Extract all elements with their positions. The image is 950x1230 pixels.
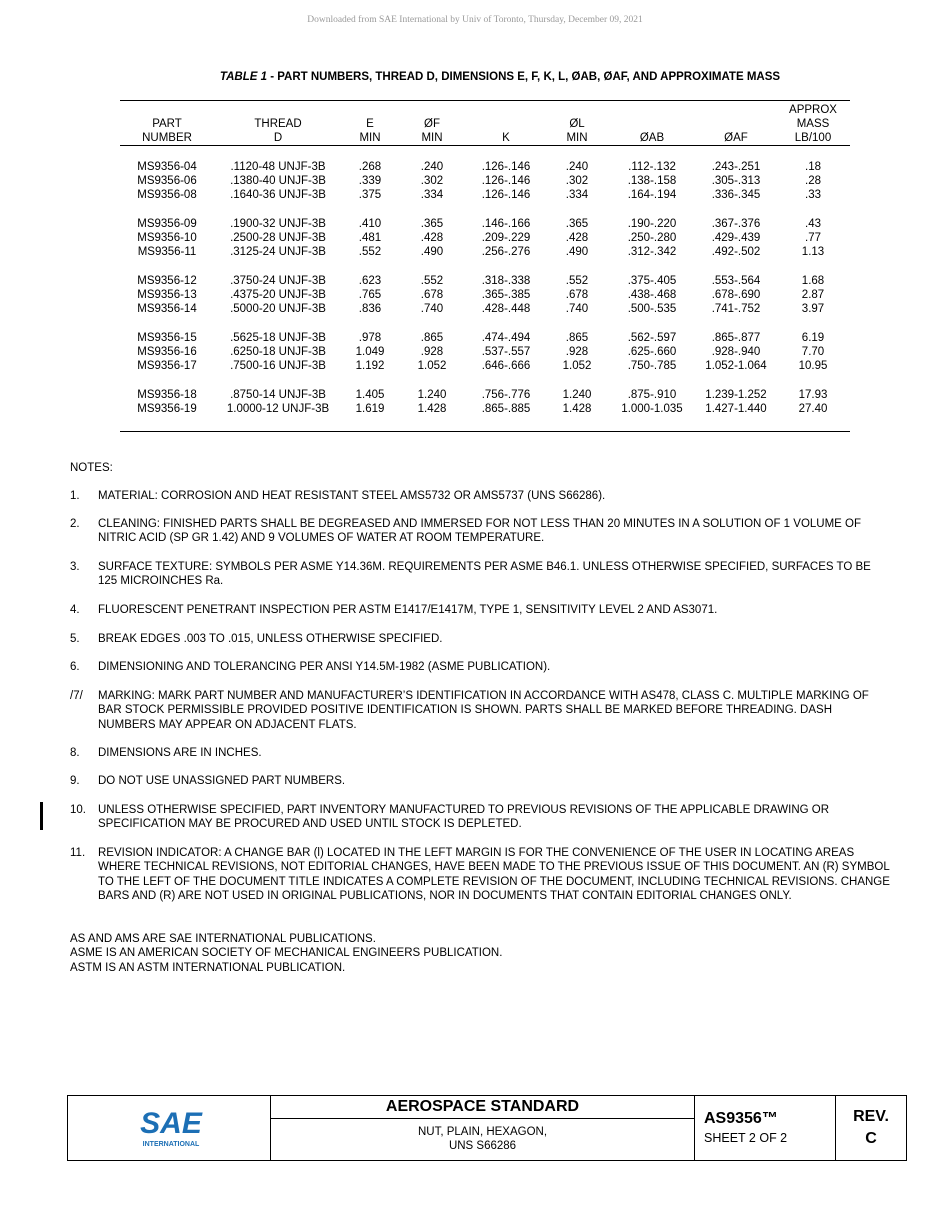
cell-k: .146-.166 <box>481 218 531 230</box>
note-number: 11. <box>70 847 86 859</box>
header-approx-mass: APPROX MASS LB/100 <box>789 104 837 144</box>
table-title-label: TABLE 1 <box>219 71 267 83</box>
publication-note-line: AS AND AMS ARE SAE INTERNATIONAL PUBLICATIONS. <box>70 933 376 945</box>
revision-label: REV. C <box>853 1108 889 1147</box>
cell-e-min: 1.192 <box>355 360 385 372</box>
table-header-rule <box>120 145 850 146</box>
cell-af: .336-.345 <box>711 189 761 201</box>
cell-af: .928-.940 <box>711 346 761 358</box>
table-top-rule <box>120 100 850 101</box>
document-type-heading: AEROSPACE STANDARD <box>271 1096 694 1119</box>
cell-l-min: .865 <box>565 332 589 344</box>
cell-part-number: MS9356-18 <box>137 389 197 401</box>
cell-approx-mass: 17.93 <box>798 389 828 401</box>
sae-logo-subtext: INTERNATIONAL <box>142 1141 200 1148</box>
document-title: NUT, PLAIN, HEXAGON, UNS S66286 <box>417 1126 548 1152</box>
table-row <box>0 359 950 373</box>
table-row <box>0 217 950 231</box>
table-row <box>0 188 950 202</box>
cell-ab: .562-.597 <box>627 332 677 344</box>
cell-approx-mass: 2.87 <box>801 289 825 301</box>
cell-f-min: .865 <box>420 332 444 344</box>
note-text: CLEANING: FINISHED PARTS SHALL BE DEGREASED AND IMMERSED FOR NOT LESS THAN 20 MINUTES IN A SOLUTION OF 1 VOLUME OF NITRIC ACID (SP GR 1.42) AND 9 VOLUMES OF WATER AT ROOM TEMPERATURE. <box>98 518 861 545</box>
note-number: 9. <box>70 775 80 787</box>
cell-f-min: .302 <box>420 175 444 187</box>
cell-f-min: 1.240 <box>417 389 447 401</box>
cell-part-number: MS9356-16 <box>137 346 197 358</box>
cell-f-min: .552 <box>420 275 444 287</box>
table-title-text: - PART NUMBERS, THREAD D, DIMENSIONS E, F, K, L, ØAB, ØAF, AND APPROXIMATE MASS <box>267 71 781 83</box>
cell-l-min: 1.428 <box>562 403 592 415</box>
cell-f-min: .678 <box>420 289 444 301</box>
document-number: AS9356™ <box>704 1110 778 1127</box>
cell-part-number: MS9356-04 <box>137 161 197 173</box>
cell-k: .756-.776 <box>481 389 531 401</box>
change-bar <box>40 802 43 830</box>
note-number: /7/ <box>70 690 83 702</box>
table-row <box>0 174 950 188</box>
cell-k: .318-.338 <box>481 275 531 287</box>
title-block <box>67 1095 907 1161</box>
note-number: 3. <box>70 561 80 573</box>
note-number: 5. <box>70 633 80 645</box>
cell-approx-mass: 3.97 <box>801 303 825 315</box>
cell-part-number: MS9356-10 <box>137 232 197 244</box>
cell-af: 1.427-1.440 <box>705 403 767 415</box>
title-cell <box>271 1096 695 1160</box>
cell-part-number: MS9356-15 <box>137 332 197 344</box>
cell-thread: .3750-24 UNJF-3B <box>230 275 326 287</box>
cell-af: .741-.752 <box>711 303 761 315</box>
table-row <box>0 245 950 259</box>
cell-f-min: .490 <box>420 246 444 258</box>
notes-heading: NOTES: <box>70 462 113 474</box>
cell-thread: 1.0000-12 UNJF-3B <box>226 403 330 415</box>
header-ab: ØAB <box>639 132 665 144</box>
note-text: REVISION INDICATOR: A CHANGE BAR (l) LOCATED IN THE LEFT MARGIN IS FOR THE CONVENIENCE OF THE USER IN LOCATING AREAS WHERE TECHNICAL REVISIONS, NOT EDITORIAL CHANGES, HAVE BEEN MADE TO THE PREVIOUS ISSUE OF THIS DOCUMENT. AN (R) SYMBOL TO THE LEFT OF THE DOCUMENT TITLE INDICATES A COMPLETE REVISION OF THE DOCUMENT, INCLUDING TECHNICAL REVISIONS. CHANGE BARS AND (R) ARE NOT USED IN ORIGINAL PUBLICATIONS, NOR IN DOCUMENTS THAT CONTAIN EDITORIAL CHANGES ONLY. <box>98 847 890 902</box>
table-row <box>0 402 950 416</box>
cell-e-min: .836 <box>358 303 382 315</box>
table-title <box>0 71 950 83</box>
cell-e-min: .375 <box>358 189 382 201</box>
cell-approx-mass: 7.70 <box>801 346 825 358</box>
cell-part-number: MS9356-14 <box>137 303 197 315</box>
header-part-number: PART NUMBER <box>142 118 192 144</box>
sae-logo <box>136 1106 206 1150</box>
cell-part-number: MS9356-06 <box>137 175 197 187</box>
cell-thread: .2500-28 UNJF-3B <box>230 232 326 244</box>
cell-ab: .190-.220 <box>627 218 677 230</box>
cell-thread: .7500-16 UNJF-3B <box>230 360 326 372</box>
cell-k: .126-.146 <box>481 175 531 187</box>
table-row <box>0 231 950 245</box>
note-number: 10. <box>70 804 86 816</box>
cell-ab: .500-.535 <box>627 303 677 315</box>
logo-cell <box>68 1096 271 1160</box>
note-text: FLUORESCENT PENETRANT INSPECTION PER ASTM E1417/E1417M, TYPE 1, SENSITIVITY LEVEL 2 AND AS3071. <box>98 604 718 616</box>
cell-approx-mass: .28 <box>805 175 821 187</box>
header-k: K <box>502 132 510 144</box>
table-row <box>0 345 950 359</box>
document-number-cell <box>695 1096 836 1160</box>
note-number: 4. <box>70 604 80 616</box>
cell-f-min: 1.428 <box>417 403 447 415</box>
cell-l-min: .552 <box>565 275 589 287</box>
cell-approx-mass: .77 <box>805 232 821 244</box>
table-row <box>0 274 950 288</box>
cell-thread: .8750-14 UNJF-3B <box>230 389 326 401</box>
note-text: UNLESS OTHERWISE SPECIFIED, PART INVENTORY MANUFACTURED TO PREVIOUS REVISIONS OF THE APPLICABLE DRAWING OR SPECIFICATION MAY BE PROCURED AND USED UNTIL STOCK IS DEPLETED. <box>98 804 830 831</box>
cell-ab: .138-.158 <box>627 175 677 187</box>
cell-f-min: .928 <box>420 346 444 358</box>
cell-ab: .250-.280 <box>627 232 677 244</box>
cell-l-min: .740 <box>565 303 589 315</box>
cell-af: .367-.376 <box>711 218 761 230</box>
cell-l-min: .334 <box>565 189 589 201</box>
cell-f-min: .240 <box>420 161 444 173</box>
cell-af: .492-.502 <box>711 246 761 258</box>
table-row <box>0 331 950 345</box>
cell-part-number: MS9356-11 <box>137 246 197 258</box>
note-number: 1. <box>70 490 80 502</box>
cell-approx-mass: 1.68 <box>801 275 825 287</box>
cell-thread: .4375-20 UNJF-3B <box>230 289 326 301</box>
cell-f-min: .334 <box>420 189 444 201</box>
header-thread: THREAD D <box>254 118 302 144</box>
cell-l-min: .240 <box>565 161 589 173</box>
cell-ab: .112-.132 <box>628 161 676 173</box>
cell-approx-mass: 10.95 <box>798 360 828 372</box>
cell-ab: .164-.194 <box>627 189 677 201</box>
cell-approx-mass: 1.13 <box>801 246 825 258</box>
table-bottom-rule <box>120 431 850 432</box>
cell-l-min: .365 <box>565 218 589 230</box>
cell-thread: .1640-36 UNJF-3B <box>230 189 326 201</box>
cell-af: .678-.690 <box>711 289 761 301</box>
cell-af: .243-.251 <box>711 161 761 173</box>
cell-part-number: MS9356-12 <box>137 275 197 287</box>
cell-e-min: 1.405 <box>355 389 385 401</box>
cell-k: .256-.276 <box>481 246 531 258</box>
publication-note-line: ASTM IS AN ASTM INTERNATIONAL PUBLICATION. <box>70 962 346 974</box>
cell-l-min: .428 <box>565 232 589 244</box>
header-e-min: E MIN <box>359 118 381 144</box>
cell-f-min: .740 <box>420 303 444 315</box>
cell-k: .428-.448 <box>481 303 531 315</box>
header-l-min: ØL MIN <box>566 118 588 144</box>
cell-e-min: .268 <box>358 161 382 173</box>
cell-thread: .3125-24 UNJF-3B <box>230 246 326 258</box>
cell-ab: .312-.342 <box>627 246 677 258</box>
cell-l-min: .302 <box>565 175 589 187</box>
note-text: DO NOT USE UNASSIGNED PART NUMBERS. <box>98 775 346 787</box>
cell-approx-mass: .43 <box>805 218 821 230</box>
cell-af: 1.239-1.252 <box>705 389 767 401</box>
note-text: MATERIAL: CORROSION AND HEAT RESISTANT STEEL AMS5732 OR AMS5737 (UNS S66286). <box>98 490 606 502</box>
cell-e-min: .765 <box>358 289 382 301</box>
download-watermark: Downloaded from SAE International by Univ of Toronto, Thursday, December 09, 2021 <box>307 15 643 25</box>
cell-k: .865-.885 <box>481 403 531 415</box>
cell-af: .865-.877 <box>711 332 761 344</box>
cell-ab: .750-.785 <box>627 360 677 372</box>
cell-part-number: MS9356-13 <box>137 289 197 301</box>
cell-thread: .5000-20 UNJF-3B <box>230 303 326 315</box>
cell-thread: .5625-18 UNJF-3B <box>230 332 326 344</box>
note-number: 2. <box>70 518 80 530</box>
cell-part-number: MS9356-19 <box>137 403 197 415</box>
cell-approx-mass: 27.40 <box>798 403 828 415</box>
cell-k: .537-.557 <box>481 346 531 358</box>
note-text: DIMENSIONING AND TOLERANCING PER ANSI Y14.5M-1982 (ASME PUBLICATION). <box>98 661 551 673</box>
sheet-number: SHEET 2 OF 2 <box>704 1131 788 1145</box>
note-number: 6. <box>70 661 80 673</box>
cell-e-min: 1.049 <box>355 346 385 358</box>
note-number: 8. <box>70 747 80 759</box>
cell-e-min: .623 <box>358 275 382 287</box>
table-row <box>0 388 950 402</box>
cell-thread: .1900-32 UNJF-3B <box>230 218 326 230</box>
header-af: ØAF <box>724 132 748 144</box>
cell-k: .126-.146 <box>481 161 531 173</box>
publication-note-line: ASME IS AN AMERICAN SOCIETY OF MECHANICAL ENGINEERS PUBLICATION. <box>70 947 503 959</box>
cell-ab: .625-.660 <box>627 346 677 358</box>
cell-e-min: 1.619 <box>355 403 385 415</box>
cell-l-min: .490 <box>565 246 589 258</box>
cell-ab: .875-.910 <box>627 389 677 401</box>
cell-l-min: .928 <box>565 346 589 358</box>
sae-logo-letters: SAE <box>140 1107 202 1140</box>
cell-af: .553-.564 <box>711 275 761 287</box>
cell-af: .305-.313 <box>711 175 761 187</box>
cell-l-min: 1.052 <box>562 360 592 372</box>
note-text: BREAK EDGES .003 TO .015, UNLESS OTHERWISE SPECIFIED. <box>98 633 443 645</box>
cell-e-min: .339 <box>358 175 382 187</box>
table-header <box>0 102 950 145</box>
cell-l-min: .678 <box>565 289 589 301</box>
note-text: SURFACE TEXTURE: SYMBOLS PER ASME Y14.36M. REQUIREMENTS PER ASME B46.1. UNLESS OTHERWISE SPECIFIED, SURFACES TO BE 125 MICROINCHES Ra. <box>98 561 871 588</box>
cell-f-min: 1.052 <box>417 360 447 372</box>
cell-part-number: MS9356-08 <box>137 189 197 201</box>
table-row <box>0 302 950 316</box>
cell-approx-mass: 6.19 <box>801 332 825 344</box>
cell-f-min: .365 <box>420 218 444 230</box>
cell-ab: .375-.405 <box>627 275 677 287</box>
cell-ab: .438-.468 <box>627 289 677 301</box>
cell-ab: 1.000-1.035 <box>621 403 683 415</box>
cell-e-min: .410 <box>358 218 382 230</box>
note-text: DIMENSIONS ARE IN INCHES. <box>98 747 262 759</box>
table-row <box>0 160 950 174</box>
cell-thread: .1380-40 UNJF-3B <box>230 175 326 187</box>
header-f-min: ØF MIN <box>421 118 443 144</box>
cell-k: .126-.146 <box>481 189 531 201</box>
table-row <box>0 288 950 302</box>
cell-part-number: MS9356-09 <box>137 218 197 230</box>
cell-af: .429-.439 <box>711 232 761 244</box>
cell-e-min: .552 <box>358 246 382 258</box>
cell-k: .474-.494 <box>481 332 531 344</box>
cell-approx-mass: .33 <box>805 189 821 201</box>
cell-part-number: MS9356-17 <box>137 360 197 372</box>
cell-approx-mass: .18 <box>805 161 821 173</box>
cell-k: .646-.666 <box>481 360 531 372</box>
cell-k: .209-.229 <box>481 232 531 244</box>
cell-k: .365-.385 <box>481 289 531 301</box>
cell-e-min: .978 <box>358 332 382 344</box>
note-text: MARKING: MARK PART NUMBER AND MANUFACTURER’S IDENTIFICATION IN ACCORDANCE WITH AS478, CLASS C. MULTIPLE MARKING OF BAR STOCK PERMISSIBLE PROVIDED POSITIVE IDENTIFICATION IS SHOWN. PARTS SHALL BE MARKED BEFORE THREADING. DASH NUMBERS MAY APPEAR ON ADJACENT FLATS. <box>98 690 869 731</box>
cell-thread: .1120-48 UNJF-3B <box>230 161 326 173</box>
cell-f-min: .428 <box>420 232 444 244</box>
cell-af: 1.052-1.064 <box>705 360 767 372</box>
cell-l-min: 1.240 <box>562 389 592 401</box>
revision-cell <box>836 1096 906 1160</box>
cell-e-min: .481 <box>358 232 382 244</box>
cell-thread: .6250-18 UNJF-3B <box>230 346 326 358</box>
